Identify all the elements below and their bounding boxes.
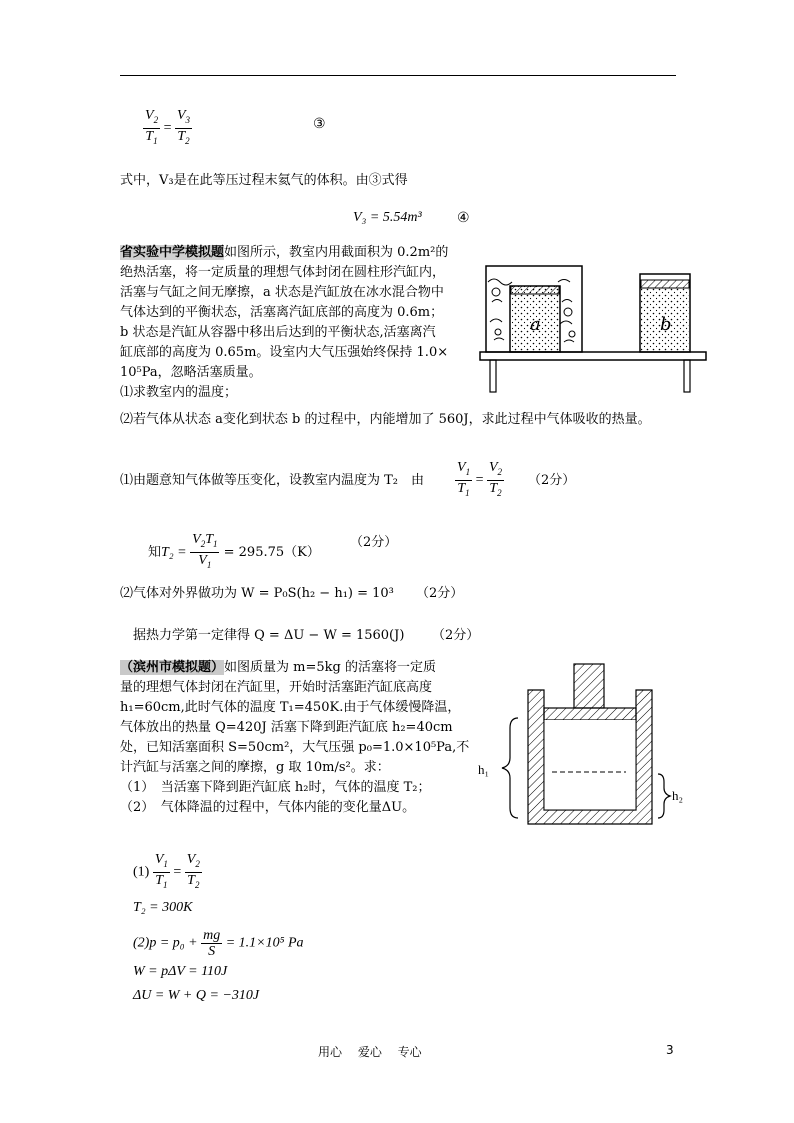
- cylinder-figure-a-b: [478, 252, 710, 394]
- solution-1-line-3-score: （2分）: [416, 586, 464, 601]
- solution-1-line-4: 据热力学第一定律得 Q = ΔU − W = 1560(J): [133, 628, 405, 643]
- solution-2-line-1: (1) $\frac{V_1}{T_1}$ = $\frac{V_2}{T_2}$: [133, 852, 200, 890]
- label-h2: h₂: [672, 788, 684, 803]
- solution-1-equation: $\frac{V_1}{T_1}$ = $\frac{V_2}{T_2}$: [457, 460, 503, 498]
- page-number: 3: [666, 1043, 674, 1057]
- equation-3-mark: ③: [313, 116, 326, 132]
- problem-2-text: （滨州市模拟题）如图质量为 m=5kg 的活塞将一定质 量的理想气体封闭在汽缸里，开始时活塞距汽缸底高度 h₁=60cm,此时气体的温度 T₁=450K.由于气体缓慢降温， 气体放出的热量 Q=420J 活塞下降到距汽缸底 h₂=40cm 处，已知活塞面积 S=50cm²，大气压强 p₀=1.0×10⁵Pa,不 计汽缸与活塞之间的摩擦，g 取 10m/s²。求： （1） 当活塞下降到距汽缸底 h₂时，气体的温度 T₂； （2） 气体降温的过程中，气体内能的变化量ΔU。: [120, 660, 470, 815]
- equation-4: V₃ = 5.54m³: [353, 210, 422, 225]
- text-v3-definition: 式中，V₃是在此等压过程末氦气的体积。由③式得: [120, 173, 408, 188]
- solution-2-line-2: T₂ = 300K: [133, 900, 193, 915]
- piston-cylinder-figure: [476, 662, 696, 828]
- solution-2-line-4: W = pΔV = 110J: [133, 964, 228, 979]
- solution-2-line-3: (2)p = p₀ + $\frac{mg}{S}$ = 1.1×10⁵ Pa: [133, 928, 304, 959]
- solution-2-line-5: ΔU = W + Q = −310J: [133, 988, 260, 1003]
- solution-1-line-4-score: （2分）: [432, 628, 480, 643]
- problem-1-question-2: ⑵若气体从状态 a变化到状态 b 的过程中，内能增加了 560J，求此过程中气体吸收的热量。: [120, 412, 651, 427]
- solution-1-line-2: 知T₂ = $\frac{V_2T_1}{V_1}$ = 295.75（K）: [148, 532, 320, 570]
- solution-1-line-2-score: （2分）: [350, 535, 398, 550]
- problem-1-text: 省实验中学模拟题如图所示，教室内用截面积为 0.2m²的 绝热活塞，将一定质量的理想气体封闭在圆柱形汽缸内， 活塞与气缸之间无摩擦，a 状态是汽缸放在冰水混合物中 气体达到的平衡状态，活塞离汽缸底部的高度为 0.6m； b 状态是汽缸从容器中移出后达到的平衡状态,活塞离汽 缸底部的高度为 0.65m。设室内大气压强始终保持 1.0× 10⁵Pa，忽略活塞质量。 ⑴求教室内的温度；: [120, 245, 449, 400]
- label-h1: h₁: [478, 762, 490, 777]
- problem-2-source: （滨州市模拟题）: [120, 660, 225, 675]
- label-b: b: [660, 314, 672, 335]
- equation-4-mark: ④: [457, 210, 470, 226]
- problem-1-source: 省实验中学模拟题: [120, 245, 225, 260]
- label-a: a: [530, 314, 541, 335]
- footer-motto: 用心 爱心 专心: [318, 1045, 422, 1059]
- equation-3: $\frac{V_2}{T_1}$ = $\frac{V_3}{T_2}$: [145, 108, 191, 146]
- solution-1-line-1-score: （2分）: [528, 473, 576, 488]
- header-rule: [120, 75, 676, 76]
- solution-1-line-1: ⑴由题意知气体做等压变化，设教室内温度为 T₂ 由: [120, 473, 425, 488]
- solution-1-line-3: ⑵气体对外界做功为 W = P₀S(h₂ − h₁) = 10³: [120, 586, 394, 601]
